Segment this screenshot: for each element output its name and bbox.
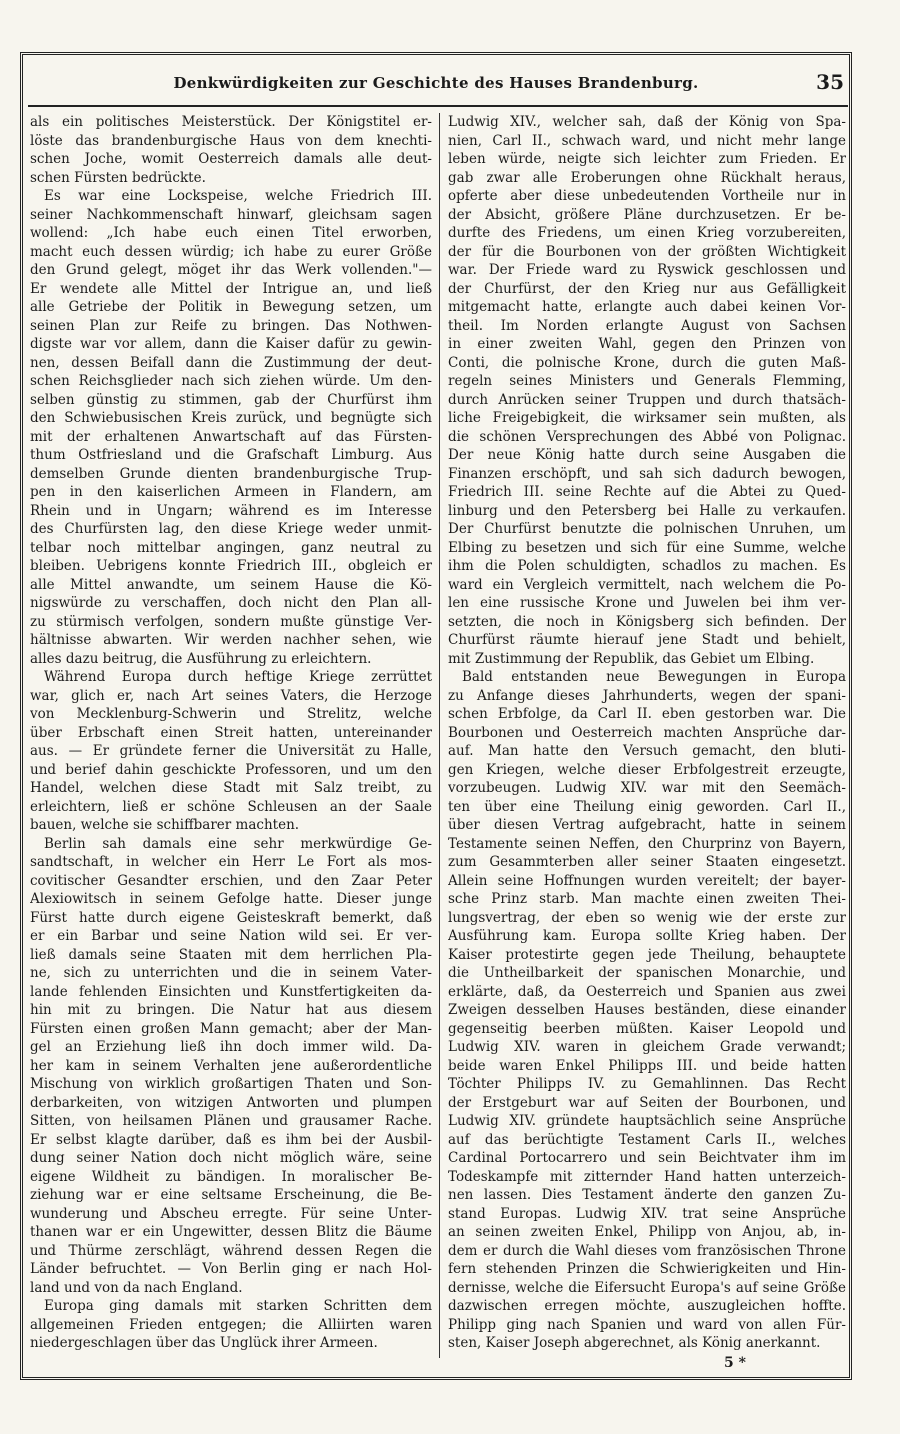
text-line: ten über eine Theilung einig geworden. Carl II.,	[448, 798, 846, 815]
text-line: den Grund gelegt, möget ihr das Werk vollenden."—	[30, 262, 432, 278]
text-line: bauen, welche sie schiffbarer machten.	[30, 817, 300, 833]
signature-mark: 5 *	[724, 1355, 746, 1371]
text-line: gab zwar alle Eroberungen ohne Rückhalt heraus,	[448, 169, 846, 186]
text-line: eigene Wildheit zu bändigen. In moralischer Be-	[30, 1168, 432, 1185]
text-line: seiner Nachkommenschaft hinwarf, gleichsam sagen	[30, 206, 432, 223]
text-line: linburg und den Petersberg bei Halle zu verkaufen.	[448, 502, 846, 519]
text-line: und berief dahin geschickte Professoren, und um den	[30, 761, 432, 778]
text-line: Finanzen erschöpft, und sah sich dadurch bewogen,	[448, 465, 846, 482]
text-line: allgemeinen Frieden entgegen; die Alliirten waren	[30, 1316, 432, 1333]
text-line: nen, dessen Beifall dann die Zustimmung der deut-	[30, 354, 432, 371]
text-line: thum Ostfriesland und die Grafschaft Limburg. Aus	[30, 447, 432, 463]
text-line: pen in den kaiserlichen Armeen in Flandern, am	[30, 484, 432, 500]
text-line: schen Erbfolge, da Carl II. eben gestorben war. Die	[448, 706, 846, 722]
text-line: der für die Bourbonen von der größten Wichtigkeit	[448, 243, 846, 260]
text-line: ward ein Vergleich vermittelt, nach welchem die Po-	[448, 576, 846, 593]
text-line: Alexiowitsch in seinem Gefolge hatte. Dieser junge	[30, 891, 432, 907]
text-line: demselben Grunde dienten brandenburgische Trup-	[30, 465, 432, 482]
text-line: durch Anrücken seiner Truppen und durch thatsäch-	[448, 391, 846, 408]
text-line: sten, Kaiser Joseph abgerechnet, als König anerkannt.	[448, 1335, 821, 1351]
text-line: des Churfürsten lag, den diese Kriege weder unmit-	[30, 521, 432, 537]
running-title: Denkwürdigkeiten zur Geschichte des Hauses Brandenburg.	[173, 74, 699, 92]
text-line: Conti, die polnische Krone, durch die guten Maß-	[448, 354, 846, 371]
text-line: covitischer Gesandter erschien, und den Zaar Peter	[30, 872, 432, 889]
text-line: lande fehlenden Einsichten und Kunstfertigkeiten da-	[30, 983, 432, 1000]
text-line: Cardinal Portocarrero und sein Beichtvater ihm im	[448, 1150, 846, 1166]
text-line: len eine russische Krone und Juwelen bei ihm ver-	[448, 595, 846, 611]
text-line: dazwischen erregen möchte, auszugleichen hoffte.	[448, 1298, 846, 1314]
text-line: ziehung war er eine seltsame Erscheinung, die Be-	[30, 1187, 432, 1203]
text-line: setzten, die noch in Königsberg sich befinden. Der	[448, 613, 846, 630]
header-rule	[28, 105, 848, 107]
text-line: Friedrich III. seine Rechte auf die Abtei zu Qued-	[448, 484, 846, 500]
text-line: Philipp ging nach Spanien und ward von allen Für-	[448, 1316, 846, 1333]
text-line: regeln seines Ministers und Generals Flemming,	[448, 373, 846, 389]
text-line: lungsvertrag, der eben so wenig wie der erste zur	[448, 909, 846, 926]
text-line: Sitten, von heilsamen Plänen und grausamer Rache.	[30, 1113, 432, 1129]
text-line: alles dazu beitrug, die Ausführung zu erleichtern.	[30, 650, 372, 667]
text-line: Fürst hatte durch eigene Geisteskraft bemerkt, daß	[30, 909, 432, 926]
text-line: der Absicht, größere Pläne durchzusetzen. Er be-	[448, 206, 846, 223]
text-line: den Schwiebusischen Kreis zurück, und begnügte sich	[30, 410, 432, 426]
text-line: und Thürme zerschlägt, während dessen Regen die	[30, 1242, 432, 1259]
text-line: über Erbschaft einen Streit hatten, untereinander	[30, 724, 432, 741]
text-line: zu Anfange dieses Jahrhunderts, wegen der spani-	[448, 687, 846, 704]
text-line: hältnisse abwarten. Wir werden nachher sehen, wie	[30, 632, 432, 648]
text-line: alle Mittel anwandte, um seinem Hause die Kö-	[30, 576, 432, 593]
page-header	[22, 70, 850, 100]
text-line: Zweigen desselben Hauses beständen, diese einander	[448, 1002, 846, 1018]
text-line: mit der erhaltenen Anwartschaft auf das Fürsten-	[30, 428, 432, 445]
text-line: Allein seine Hoffnungen wurden vereitelt; der bayer-	[448, 872, 846, 889]
text-line: derbarkeiten, von witzigen Antworten und plumpen	[30, 1094, 432, 1111]
text-line: erklärte, daß, da Oesterreich und Spanien aus zwei	[448, 983, 846, 1000]
text-line: her kam in seinem Verhalten jene außerordentliche	[30, 1057, 432, 1074]
text-line: Testamente seinen Neffen, den Churprinz von Bayern,	[448, 835, 846, 852]
text-line: die schönen Versprechungen des Abbé von Polignac.	[448, 428, 846, 445]
text-line: Churfürst räumte hierauf jene Stadt und behielt,	[448, 632, 846, 648]
text-line: thanen war er ein Ungewitter, dessen Blitz die Bäume	[30, 1224, 432, 1240]
text-line: nen lassen. Dies Testament änderte den ganzen Zu-	[448, 1187, 846, 1203]
text-line: sandtschaft, in welcher ein Herr Le Fort als mos-	[30, 854, 432, 870]
text-line: niedergeschlagen über das Unglück ihrer Armeen.	[30, 1335, 378, 1351]
text-line: Bald entstanden neue Bewegungen in Europa	[462, 669, 846, 685]
text-line: Töchter Philipps IV. zu Gemahlinnen. Das Recht	[448, 1076, 846, 1092]
text-line: in einer zweiten Wahl, gegen den Prinzen von	[448, 336, 846, 352]
text-line: die Untheilbarkeit der spanischen Monarchie, und	[448, 965, 846, 981]
text-line: Europa ging damals mit starken Schritten dem	[44, 1298, 432, 1314]
text-line: erleichtern, ließ er schöne Schleusen an der Saale	[30, 798, 432, 815]
right-text-column	[448, 113, 846, 1358]
text-line: durfte des Friedens, um einen Krieg vorzubereiten,	[448, 225, 846, 241]
text-line: ihm die Polen schuldigten, schadlos zu machen. Es	[448, 558, 846, 574]
text-line: war. Der Friede ward zu Ryswick geschlossen und	[448, 262, 846, 278]
text-line: Berlin sah damals eine sehr merkwürdige Ge-	[44, 835, 432, 852]
text-line: Ausführung kam. Europa sollte Krieg haben. Der	[448, 928, 846, 944]
text-line: digste war vor allem, dann die Kaiser dafür zu gewin-	[30, 336, 432, 352]
text-line: Handel, welchen diese Stadt mit Salz treibt, zu	[30, 780, 432, 796]
text-line: gen Kriegen, welche dieser Erbfolgestreit erzeugte,	[448, 761, 846, 778]
text-line: wollend: „Ich habe euch einen Titel erworben,	[30, 225, 432, 241]
text-line: Ludwig XIV., welcher sah, daß der König von Spa-	[448, 114, 846, 130]
text-line: theil. Im Norden erlangte August von Sachsen	[448, 317, 846, 334]
text-line: zum Gesammterben aller seiner Staaten eingesetzt.	[448, 854, 846, 870]
text-line: leben würde, neigte sich leichter zum Frieden. Er	[448, 151, 846, 167]
text-line: dernisse, welche die Eifersucht Europa's auf seine Größe	[448, 1279, 846, 1296]
text-line: ließ damals seine Staaten mit dem herrlichen Pla-	[30, 946, 432, 963]
column-divider	[439, 113, 440, 1358]
text-line: sche Prinz starb. Man machte einen zweiten Thei-	[448, 891, 846, 907]
text-line: auf. Man hatte den Versuch gemacht, den bluti-	[448, 743, 846, 759]
text-line: Elbing zu besetzen und sich für eine Summe, welche	[448, 539, 846, 556]
text-line: der Erstgeburt war auf Seiten der Bourbonen, und	[448, 1094, 846, 1111]
text-line: dung seiner Nation doch nicht möglich wäre, seine	[30, 1150, 432, 1166]
text-line: Mischung von wirklich großartigen Thaten und Son-	[30, 1076, 432, 1092]
text-line: der Churfürst, der den Krieg nur aus Gefälligkeit	[448, 280, 846, 297]
text-line: selben günstig zu stimmen, gab der Churfürst ihm	[30, 391, 432, 408]
text-line: auf das berüchtigte Testament Carls II., welches	[448, 1131, 846, 1148]
text-line: Kaiser protestirte gegen jede Theilung, behauptete	[448, 946, 846, 963]
text-line: Fürsten einen großen Mann gemacht; aber der Man-	[30, 1020, 432, 1037]
text-line: an seinen zweiten Enkel, Philipp von Anjou, ab, in-	[448, 1224, 846, 1240]
left-text-column	[30, 113, 432, 1358]
text-line: aus. — Er gründete ferner die Universität zu Halle,	[30, 743, 432, 759]
text-line: nigswürde zu verschaffen, doch nicht den Plan all-	[30, 595, 432, 611]
text-line: Todeskampfe mit zitternder Hand hatten unterzeich-	[448, 1168, 846, 1185]
text-line: als ein politisches Meisterstück. Der Königstitel er-	[30, 114, 432, 130]
text-line: mitgemacht hatte, erlangte auch dabei keinen Vor-	[448, 299, 846, 315]
text-line: Länder befruchtet. — Von Berlin ging er nach Hol-	[30, 1261, 432, 1277]
text-line: Bourbonen und Oesterreich machten Ansprüche dar-	[448, 724, 846, 741]
text-line: ne, sich zu unterrichten und die in seinem Vater-	[30, 965, 432, 981]
page-number: 35	[816, 70, 844, 94]
text-line: seinen Plan zur Reife zu bringen. Das Nothwen-	[30, 317, 432, 334]
text-line: macht euch dessen würdig; ich habe zu eurer Größe	[30, 243, 432, 260]
text-line: stand Europas. Ludwig XIV. trat seine Ansprüche	[448, 1205, 846, 1222]
text-line: mit Zustimmung der Republik, das Gebiet um Elbing.	[448, 650, 815, 667]
text-line: wunderung und Abscheu erregte. Für seine Unter-	[30, 1205, 432, 1222]
text-line: Rhein und in Ungarn; während es im Interesse	[30, 502, 432, 519]
text-line: hin mit zu bringen. Die Natur hat aus diesem	[30, 1002, 432, 1018]
text-line: löste das brandenburgische Haus von dem knechti-	[30, 132, 432, 149]
text-line: land und von da nach England.	[30, 1279, 243, 1296]
text-line: Der neue König hatte durch seine Ausgaben die	[448, 447, 846, 463]
text-line: Er selbst klagte darüber, daß es ihm bei der Ausbil-	[30, 1131, 432, 1148]
text-line: beide waren Enkel Philipps III. und beide hatten	[448, 1057, 846, 1074]
text-line: Er wendete alle Mittel der Intrigue an, und ließ	[30, 280, 432, 297]
text-line: liche Freigebigkeit, die wirksamer sein mußten, als	[448, 410, 846, 426]
text-line: schen Reichsglieder nach sich ziehen würde. Um den-	[30, 373, 432, 389]
text-line: zu stürmisch verfolgen, sondern mußte günstige Ver-	[30, 613, 432, 630]
text-line: telbar noch mittelbar angingen, ganz neutral zu	[30, 539, 432, 556]
text-line: Der Churfürst benutzte die polnischen Unruhen, um	[448, 521, 846, 537]
text-line: er ein Barbar und seine Nation wild sei. Er ver-	[30, 928, 432, 944]
text-line: bleiben. Uebrigens konnte Friedrich III., obgleich er	[30, 558, 432, 574]
text-line: dem er durch die Wahl dieses vom französischen Throne	[448, 1242, 846, 1259]
text-line: vorzubeugen. Ludwig XIV. war mit den Seemäch-	[448, 780, 846, 796]
text-line: gegenseitig beerben müßten. Kaiser Leopold und	[448, 1020, 846, 1037]
text-line: schen Joche, womit Oesterreich damals alle deut-	[30, 151, 432, 167]
text-line: von Mecklenburg-Schwerin und Strelitz, welche	[30, 706, 432, 722]
text-line: alle Getriebe der Politik in Bewegung setzen, um	[30, 299, 432, 315]
text-line: gel an Erziehung ließ ihn doch immer wild. Da-	[30, 1039, 432, 1055]
text-line: über diesen Vertrag aufgebracht, hatte in seinem	[448, 817, 846, 833]
text-line: Ludwig XIV. gründete hauptsächlich seine Ansprüche	[448, 1113, 846, 1129]
text-line: opferte aber diese unbedeutenden Vortheile nur in	[448, 188, 846, 204]
text-line: Während Europa durch heftige Kriege zerrüttet	[44, 669, 432, 685]
text-line: schen Fürsten bedrückte.	[30, 169, 206, 186]
text-line: fern stehenden Prinzen die Schwierigkeiten und Hin-	[448, 1261, 846, 1277]
text-line: Ludwig XIV. waren in gleichem Grade verwandt;	[448, 1039, 846, 1055]
text-line: nien, Carl II., schwach ward, und nicht mehr lange	[448, 132, 846, 149]
text-line: war, glich er, nach Art seines Vaters, die Herzoge	[30, 687, 432, 704]
text-line: Es war eine Lockspeise, welche Friedrich III.	[44, 188, 432, 204]
